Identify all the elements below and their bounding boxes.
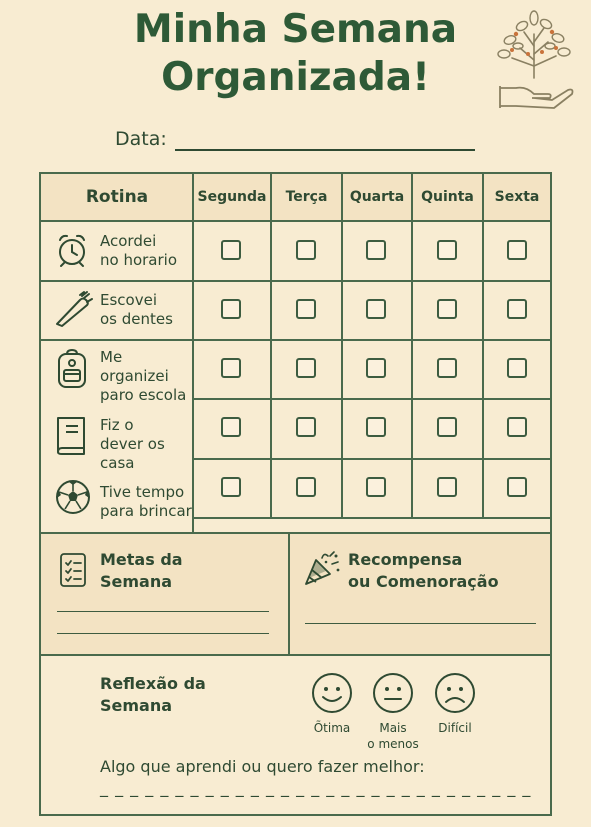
face-label-mais-menos xyxy=(358,720,428,752)
rotina-header: Rotina xyxy=(41,172,193,221)
face-label-mais-menos-line2: o menos xyxy=(367,737,419,751)
task-organizei-line1: Me xyxy=(100,348,123,366)
page-title-line1: Minha Semana xyxy=(133,7,458,52)
checkbox-row3-quinta[interactable] xyxy=(437,358,457,378)
checkbox-row4-sexta[interactable] xyxy=(507,417,527,437)
face-label-otima xyxy=(297,720,367,736)
checkbox-row5-terça[interactable] xyxy=(296,477,316,497)
sad-face-icon[interactable] xyxy=(434,672,476,714)
checkbox-row2-quinta[interactable] xyxy=(437,299,457,319)
goals-write-line-1[interactable] xyxy=(57,611,269,612)
task-brincar-line2: para brincar xyxy=(100,502,192,520)
reflection-prompt: Algo que aprendi ou quero fazer melhor: xyxy=(100,757,425,776)
day-header-quarta: Quarta xyxy=(343,172,411,221)
task-dever-line1: Fiz o xyxy=(100,416,134,434)
reflection-answer-line[interactable]: _ _ _ _ _ _ _ _ _ _ _ _ _ _ _ _ _ _ _ _ _ _ _ _ _ _ _ _ _ xyxy=(100,778,532,797)
task-dever-line2: dever os xyxy=(100,435,165,453)
face-label-otima-line1: Õtima xyxy=(313,721,351,735)
task-acordei-line2: no horario xyxy=(100,251,178,269)
neutral-face-icon[interactable] xyxy=(372,672,414,714)
checkbox-row4-quinta[interactable] xyxy=(437,417,457,437)
face-label-dificil-line1: Difícil xyxy=(438,721,472,735)
page-title-line2: Organizada! xyxy=(161,55,430,100)
alarm-clock-icon xyxy=(54,232,90,268)
checklist-icon xyxy=(58,552,88,588)
soccer-ball-icon xyxy=(54,478,92,516)
face-label-mais-menos-line1: Mais xyxy=(379,721,407,735)
checkbox-row4-terça[interactable] xyxy=(296,417,316,437)
tree-hand-icon xyxy=(492,8,576,112)
task-brincar-line1: Tive tempo xyxy=(100,483,185,501)
checkbox-row5-segunda[interactable] xyxy=(221,477,241,497)
checkbox-row1-quarta[interactable] xyxy=(366,240,386,260)
checkbox-row1-sexta[interactable] xyxy=(507,240,527,260)
checkbox-row2-sexta[interactable] xyxy=(507,299,527,319)
date-label: Data: xyxy=(115,128,167,150)
party-popper-icon xyxy=(302,550,342,588)
reward-title xyxy=(348,549,499,593)
reward-title-line2: ou Comenoração xyxy=(348,572,499,591)
checkbox-row2-terça[interactable] xyxy=(296,299,316,319)
task-dever-line3: casa xyxy=(100,454,135,472)
checkbox-row5-quarta[interactable] xyxy=(366,477,386,497)
task-organizei-line3: paro escola xyxy=(100,386,187,404)
goals-write-line-2[interactable] xyxy=(57,633,269,634)
face-label-dificil xyxy=(420,720,490,736)
reflection-title-line2: Semana xyxy=(100,696,173,715)
checkbox-row3-sexta[interactable] xyxy=(507,358,527,378)
task-acordei xyxy=(100,232,177,270)
day-header-segunda: Segunda xyxy=(194,172,270,221)
task-organizei-line2: organizei xyxy=(100,367,169,385)
reward-title-line1: Recompensa xyxy=(348,550,463,569)
task-escovei-line1: Escovei xyxy=(100,291,157,309)
goals-title xyxy=(100,549,183,593)
checkbox-row1-terça[interactable] xyxy=(296,240,316,260)
checkbox-row5-quinta[interactable] xyxy=(437,477,457,497)
checkbox-row2-quarta[interactable] xyxy=(366,299,386,319)
goals-title-line2: Semana xyxy=(100,572,173,591)
task-acordei-line1: Acordei xyxy=(100,232,157,250)
day-header-sexta: Sexta xyxy=(484,172,550,221)
task-brincar xyxy=(100,483,192,521)
checkbox-row4-segunda[interactable] xyxy=(221,417,241,437)
task-escovei-line2: os dentes xyxy=(100,310,173,328)
day-header-terca: Terça xyxy=(272,172,341,221)
reflection-title-line1: Reflexão da xyxy=(100,674,206,693)
toothbrush-icon xyxy=(54,290,94,328)
checkbox-row4-quarta[interactable] xyxy=(366,417,386,437)
reward-write-line[interactable] xyxy=(305,623,536,624)
checkbox-row2-segunda[interactable] xyxy=(221,299,241,319)
reflection-title xyxy=(100,673,206,717)
goals-title-line1: Metas da xyxy=(100,550,183,569)
task-escovei xyxy=(100,291,173,329)
book-icon xyxy=(54,414,88,456)
checkbox-row3-segunda[interactable] xyxy=(221,358,241,378)
day-header-quinta: Quinta xyxy=(413,172,482,221)
checkbox-row3-terça[interactable] xyxy=(296,358,316,378)
date-line[interactable] xyxy=(175,149,475,151)
checkbox-row1-quinta[interactable] xyxy=(437,240,457,260)
backpack-icon xyxy=(54,348,90,390)
checkbox-row5-sexta[interactable] xyxy=(507,477,527,497)
checkbox-row3-quarta[interactable] xyxy=(366,358,386,378)
task-organizei xyxy=(100,348,186,405)
happy-face-icon[interactable] xyxy=(311,672,353,714)
task-dever xyxy=(100,416,165,473)
checkbox-row1-segunda[interactable] xyxy=(221,240,241,260)
